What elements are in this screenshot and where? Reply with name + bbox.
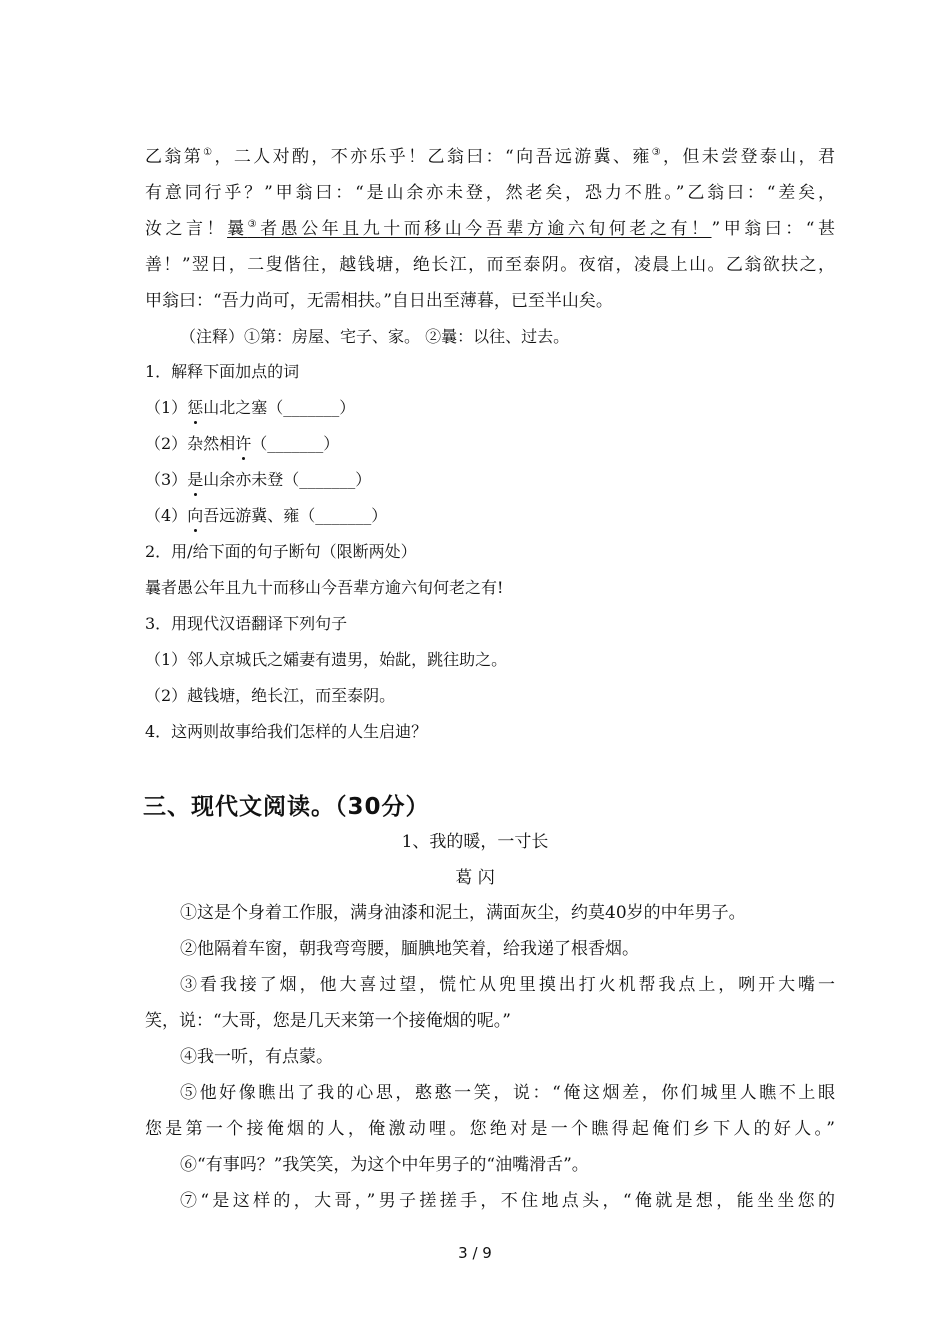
underlined-sentence (227, 219, 711, 239)
question-1-item-3 (145, 469, 835, 491)
question-1: 1．解释下面加点的词 (145, 362, 300, 381)
passage-line-1 (145, 146, 835, 168)
passage-line-2: 有意同行乎？”甲翁曰：“是山余亦未登，然老矣，恐力不胜。”乙翁曰：“差矣， (145, 183, 835, 203)
question-1-item-2 (145, 433, 835, 455)
underlined-text: 者愚公年且九十而移山今吾辈方逾六旬何老之有！ (260, 219, 712, 239)
paragraph-6: ⑥“有事吗？”我笑笑，为这个中年男子的“油嘴滑舌”。 (180, 1155, 589, 1175)
paragraph-2: ②他隔着车窗，朝我弯弯腰，腼腆地笑着，给我递了根香烟。 (180, 939, 639, 959)
item-number: （3） (145, 470, 188, 489)
annotation-note: （注释）①第：房屋、宅子、家。 ②曩：以往、过去。 (180, 327, 570, 346)
item-number: （2）杂然相 (145, 434, 236, 453)
answer-blank[interactable]: 山北之塞（_______） (203, 398, 356, 417)
question-1-item-4 (145, 505, 835, 527)
dotted-char: 向 (187, 506, 204, 525)
passage-text: ”甲翁曰：“甚 (711, 219, 836, 239)
passage-line-4: 善！”翌日，二叟偕往，越钱塘，绝长江，而至泰阴。夜宿，凌晨上山。乙翁欲扶之， (145, 255, 835, 275)
passage-line-5: 甲翁曰：“吾力尚可，无需相扶。”自日出至薄暮，已至半山矣。 (145, 291, 613, 311)
paragraph-3-line-1: ③看我接了烟，他大喜过望，慌忙从兜里摸出打火机帮我点上，咧开大嘴一 (180, 975, 835, 995)
passage-text: ，二人对酌，不亦乐乎！乙翁曰：“向吾远游冀、雍 (214, 147, 652, 167)
question-2: 2．用/给下面的句子断句（限断两处） (145, 542, 417, 561)
article-author: 葛 闪 (455, 868, 495, 888)
underlined-char: 曩 (227, 219, 248, 239)
passage-text: 汝之言！ (145, 219, 228, 239)
page-number: 3 / 9 (458, 1244, 492, 1262)
passage-line-3 (145, 218, 835, 240)
dotted-char: 惩 (187, 398, 204, 417)
dotted-char: 是 (187, 470, 204, 489)
answer-blank[interactable]: 吾远游冀、雍（_______） (203, 506, 388, 525)
article-title: 1、我的暖，一寸长 (401, 832, 549, 852)
paragraph-1: ①这是个身着工作服，满身油漆和泥土，满面灰尘，约莫40岁的中年男子。 (180, 903, 746, 923)
footnote-marker: ③ (651, 147, 664, 158)
paragraph-4: ④我一听，有点蒙。 (180, 1047, 333, 1067)
question-2-text: 曩者愚公年且九十而移山今吾辈方逾六旬何老之有! (145, 578, 504, 597)
footnote-marker: ① (203, 147, 215, 158)
answer-blank[interactable]: （_______） (251, 434, 340, 453)
passage-text: 乙翁第 (145, 147, 204, 167)
paragraph-5-line-2: 您是第一个接俺烟的人，俺激动哩。您绝对是一个瞧得起俺们乡下人的好人。” (145, 1119, 835, 1139)
question-1-item-1 (145, 397, 835, 419)
section-heading: 三、现代文阅读。（30分） (143, 794, 430, 820)
footnote-marker: ③ (247, 219, 261, 230)
paragraph-3-line-2: 笑，说：“大哥，您是几天来第一个接俺烟的呢。” (145, 1011, 511, 1031)
passage-text: ，但未尝登泰山，君 (663, 147, 836, 167)
question-3: 3．用现代汉语翻译下列句子 (145, 614, 348, 633)
dotted-char: 许 (235, 434, 252, 453)
question-3-item-1: （1）邻人京城氏之孀妻有遗男，始龀，跳往助之。 (145, 650, 508, 669)
paragraph-7: ⑦“是这样的，大哥，”男子搓搓手，不住地点头，“俺就是想，能坐坐您的 (180, 1191, 835, 1211)
answer-blank[interactable]: 山余亦未登（_______） (203, 470, 372, 489)
item-number: （4） (145, 506, 188, 525)
question-4: 4．这两则故事给我们怎样的人生启迪？ (145, 722, 428, 741)
item-number: （1） (145, 398, 188, 417)
paragraph-5-line-1: ⑤他好像瞧出了我的心思，憨憨一笑，说：“俺这烟差，你们城里人瞧不上眼 (180, 1083, 835, 1103)
question-3-item-2: （2）越钱塘，绝长江，而至泰阴。 (145, 686, 396, 705)
